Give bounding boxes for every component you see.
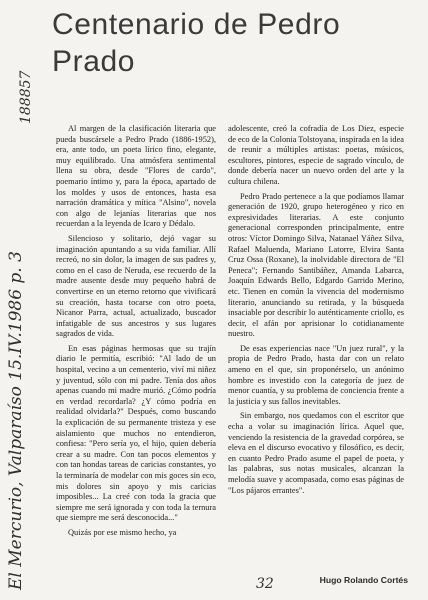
handwritten-page-number: 32 [256,576,274,592]
paragraph: De esas experiencias nace "Un juez rural", y la propia de Pedro Prado, hasta dar con un relato ameno en el que, sin proponérselo, un anónimo hombre es investido con la categoría de juez de menor cuantía, y su problema de conciencia frente a la justicia y sus fallos inevitables. [228,343,404,406]
right-column [228,124,404,500]
paragraph: Sin embargo, nos quedamos con el escritor que echa a volar su imaginación lírica. Aquel que, venciendo la resistencia de la gravedad corpórea, se eleva en el discurso evocativo y filosófico, es decir, en cuanto Pedro Prado asume el papel de poeta, y las palabras, sus notas musicales, alcanzan la melodía suave y acompasada, como esas páginas de "Los pájaros errantes". [228,411,404,495]
paragraph: Pedro Prado pertenece a la que podíamos llamar generación de 1920, grupo heterogéneo y rico en expresividades literarias. A este conjunto generacional corresponden principalmente, entre otros: Víctor Domingo Silva, Natanael Yáñez Silva, Rafael Maluenda, Mariano Latorre, Elvira Santa Cruz Ossa (Roxane), la inolvidable directora de "El Peneca"; Fernando Santibáñez, Amanda Labarca, Joaquín Edwards Bello, Edgardo Garrido Merino, etc. Tienen en común la vivencia del modernismo literario, anunciando su retirada, y la búsqueda insaciable por describir lo auténticamente criollo, es decir, el afán por aprisionar lo cotidianamente nuestro. [228,191,404,339]
article-title: Centenario de Pedro Prado [52,8,341,78]
author-byline: Hugo Rolando Cortés [319,575,408,585]
left-column [56,124,216,543]
paragraph: Quizás por ese mismo hecho, ya [68,527,177,537]
handwritten-catalog-number: 188857 [18,70,34,124]
paragraph: adolescente, creó la cofradía de Los Diez, especie de eco de la Colonia Tolstoyana, inspirada en la idea de reunir a múltiples artistas: poetas, músicos, escultores, pintores, especie de sagrado vínculo, de donde debería nacer un nuevo orden del arte y la cultura chilena. [228,124,405,186]
paragraph: Silencioso y solitario, dejó vagar su imaginación apuntando a su vida familiar. Allí recreó, no sin dolor, la imagen de sus padres y, como en el caso de Neruda, ese recuerdo de la madre ausente desde muy pequeño habrá de convertirse en un eterno retorno que vivificará su creación, hasta tocarse con otro poeta, Nicanor Parra, actual, actualizado, buscador infatigable de sus ancestros y sus lugares sagrados de vida. [56,233,216,339]
handwritten-source-note: El Mercurio, Valparaíso 15.IV.1986 p. 3 [6,251,26,590]
paragraph: En esas páginas hermosas que su trajín diario le permitía, escribió: "Al lado de un hospital, vecino a un cementerio, viví mi niñez y juventud, sólo con mi padre. Tenía dos años apenas cuando mi madre murió. ¿Cómo podría en verdad recordarla? ¿Y cómo podría en realidad olvidarla?" Después, como buscando la explicación de su permanente tristeza y ese aislamiento que muchos no entendieron, confiesa: "Pero sería yo, el hijo, quien debería crear a su madre. Con tan pocos elementos y con tan hondas tareas de caricias constantes, yo la terminaría de modelar con mis goces sin eco, mis dolores sin apoyo y mis caricias imposibles... La creé con toda la gracia que siempre me será ignorada y con toda la ternura que siempre me será desconocida..." [56,343,216,523]
paragraph: Al margen de la clasificación literaria que pueda buscársele a Pedro Prado (1886-1952), era, ante todo, un poeta lírico fino, elegante, muy equilibrado. Una atmósfera sentimental llena su obra, desde "Flores de cardo", poemario íntimo y, para la época, apartado de los moldes y usos de entonces, hasta esa narración dramática y mítica "Alsino", novela con algo de lejanías literarias que nos recuerdan a la leyenda de Icaro y Dédalo. [56,124,216,229]
